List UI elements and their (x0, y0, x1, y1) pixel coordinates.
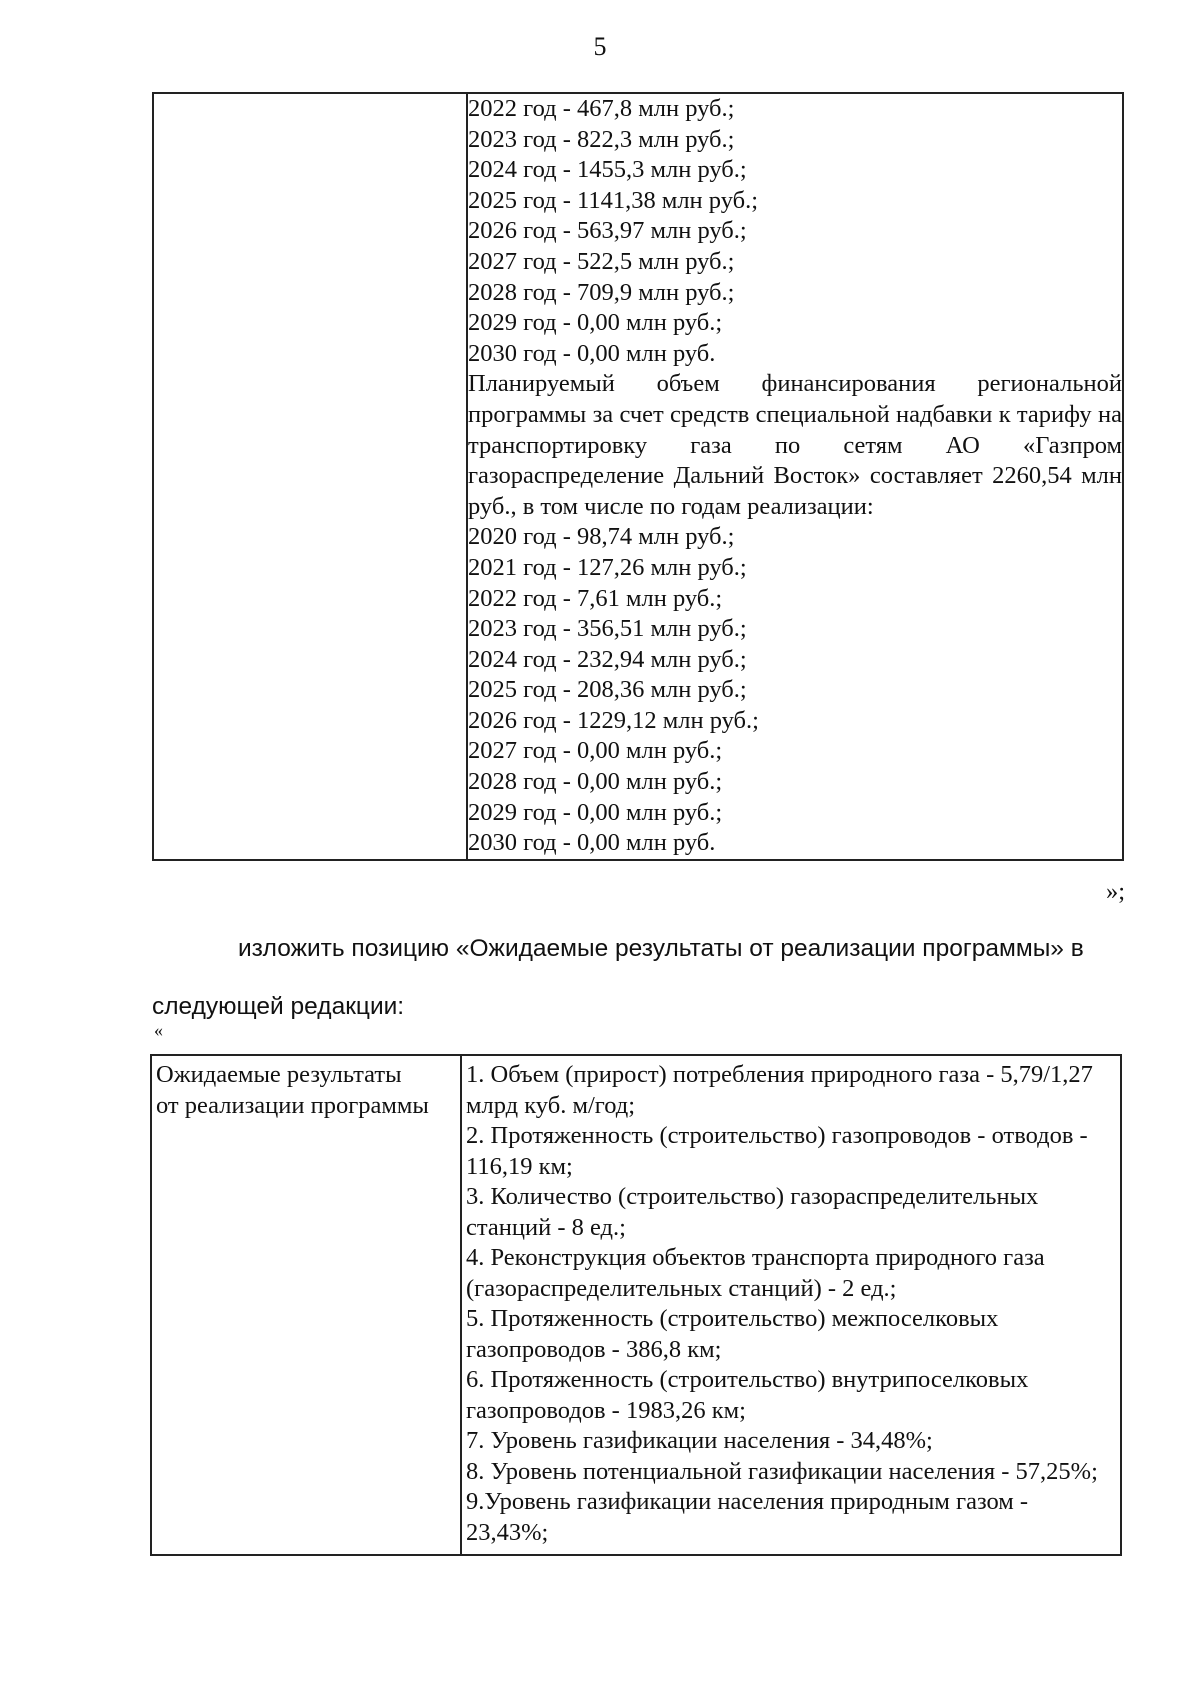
funding-paragraph: Планируемый объем финансирования региональной программы за счет средств специальной надбавки к тарифу на транспортировку газа по сетям АО «Газпром газораспределение Дальний Восток» составляет 2260,54 млн руб., в том числе по годам реализации: (468, 370, 1122, 520)
opening-quote: « (154, 1020, 163, 1040)
results-table (150, 1054, 1122, 1556)
surcharge-year-line: 2027 год - 0,00 млн руб.; (468, 737, 723, 765)
surcharge-year-line: 2021 год - 127,26 млн руб.; (468, 553, 747, 581)
funding-year-line: 2029 год - 0,00 млн руб.; (468, 309, 723, 337)
funding-table (152, 92, 1124, 861)
result-item: 9.Уровень газификации населения природным газом - 23,43%; (466, 1488, 1029, 1546)
funding-year-line: 2022 год - 467,8 млн руб.; (468, 95, 735, 122)
result-item: 8. Уровень потенциальной газификации населения - 57,25%; (466, 1457, 1098, 1485)
funding-year-line: 2030 год - 0,00 млн руб. (468, 339, 716, 367)
surcharge-year-line: 2025 год - 208,36 млн руб.; (468, 676, 747, 704)
closing-quote: »; (1106, 878, 1126, 905)
results-label-line: Ожидаемые результаты (156, 1061, 402, 1088)
surcharge-year-line: 2026 год - 1229,12 млн руб.; (468, 706, 759, 734)
surcharge-year-line: 2029 год - 0,00 млн руб.; (468, 798, 723, 826)
surcharge-year-line: 2023 год - 356,51 млн руб.; (468, 615, 747, 643)
funding-year-line: 2025 год - 1141,38 млн руб.; (468, 186, 759, 214)
instruction-text (152, 920, 1132, 1036)
result-item: 5. Протяженность (строительство) межпоселковых газопроводов - 386,8 км; (466, 1305, 999, 1363)
funding-year-line: 2023 год - 822,3 млн руб.; (468, 125, 735, 153)
instruction-line-1: изложить позицию «Ожидаемые результаты от реализации программы» в (238, 935, 1084, 962)
surcharge-year-line: 2028 год - 0,00 млн руб.; (468, 768, 723, 796)
funding-content-cell (467, 93, 1123, 860)
surcharge-year-line: 2030 год - 0,00 млн руб. (468, 829, 716, 857)
funding-year-line: 2027 год - 522,5 млн руб.; (468, 247, 735, 275)
surcharge-year-line: 2024 год - 232,94 млн руб.; (468, 645, 747, 673)
results-label-line: от реализации программы (156, 1091, 429, 1119)
surcharge-year-line: 2022 год - 7,61 млн руб.; (468, 584, 723, 612)
result-item: 4. Реконструкция объектов транспорта природного газа (газораспределительных станций) - 2 ед.; (466, 1244, 1045, 1302)
result-item: 6. Протяженность (строительство) внутрипоселковых газопроводов - 1983,26 км; (466, 1366, 1029, 1424)
result-item: 2. Протяженность (строительство) газопроводов - отводов - 116,19 км; (466, 1122, 1088, 1180)
funding-year-line: 2026 год - 563,97 млн руб.; (468, 217, 747, 245)
surcharge-year-line: 2020 год - 98,74 млн руб.; (468, 523, 735, 551)
results-items-cell (461, 1055, 1121, 1555)
page-number: 5 (593, 32, 607, 61)
result-item: 7. Уровень газификации населения - 34,48%; (466, 1427, 933, 1454)
funding-year-line: 2024 год - 1455,3 млн руб.; (468, 156, 747, 184)
funding-label-cell (153, 93, 467, 860)
result-item: 3. Количество (строительство) газораспределительных станций - 8 ед.; (466, 1183, 1039, 1241)
results-label-cell (151, 1055, 461, 1555)
funding-year-line: 2028 год - 709,9 млн руб.; (468, 278, 735, 306)
result-item: 1. Объем (прирост) потребления природного газа - 5,79/1,27 млрд куб. м/год; (466, 1061, 1093, 1119)
instruction-line-2: следующей редакции: (152, 993, 405, 1020)
